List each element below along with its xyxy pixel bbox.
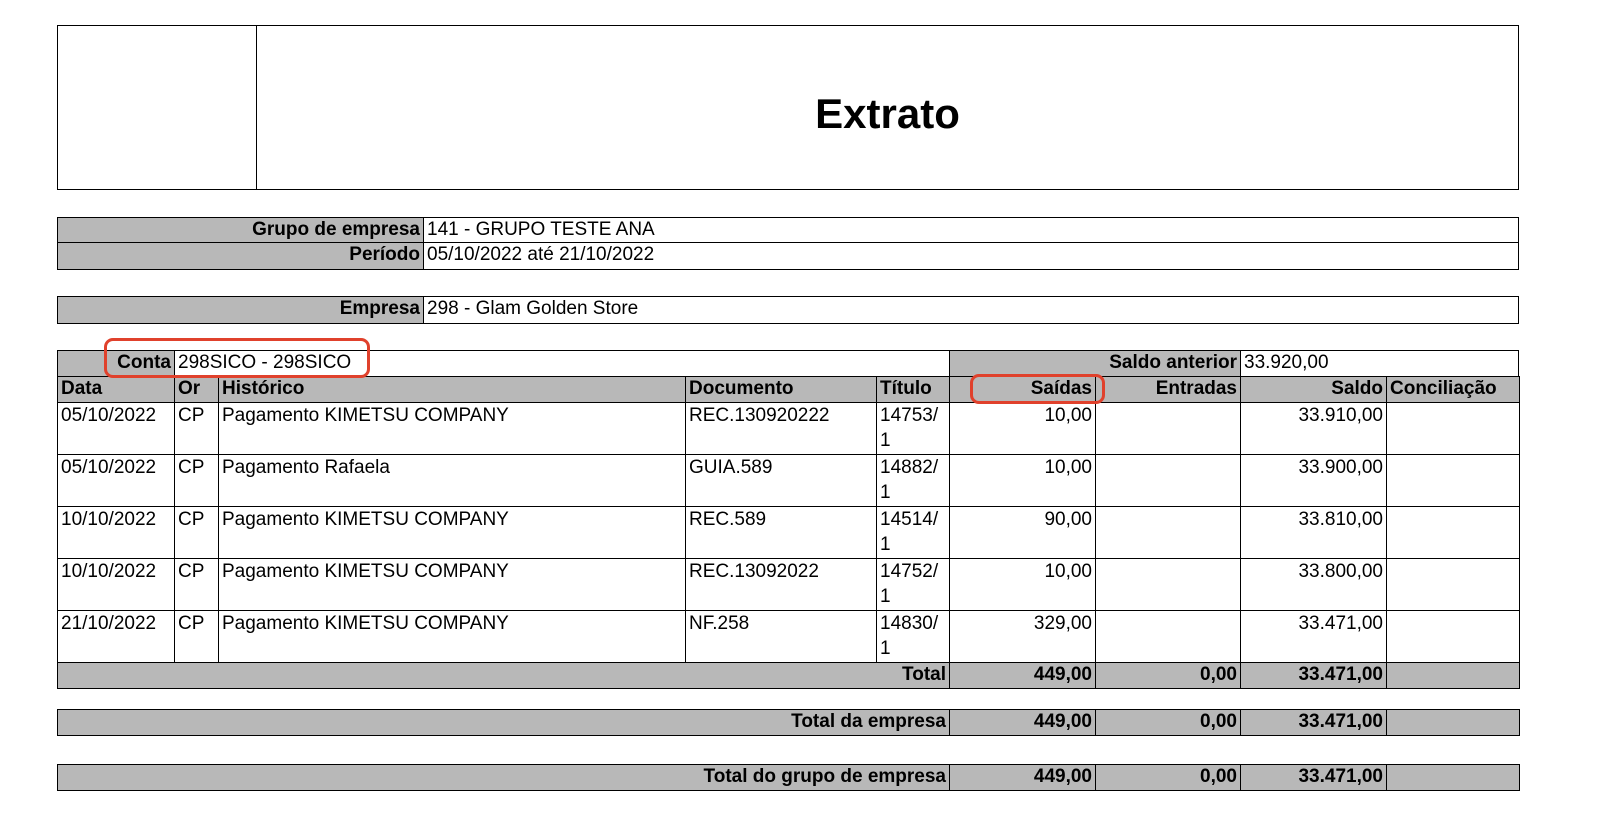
cell-conciliacao [1387, 611, 1520, 663]
grupo-total-saidas: 449,00 [950, 765, 1096, 791]
table-row [58, 559, 1520, 611]
cell-conciliacao [1387, 559, 1520, 611]
transactions-table [57, 376, 1520, 689]
logo-area [58, 26, 257, 189]
grupo-total-table [57, 764, 1520, 791]
cell-titulo: 14882/1 [877, 455, 950, 507]
empresa-total-entradas: 0,00 [1096, 710, 1241, 736]
cell-entradas [1096, 611, 1241, 663]
cell-titulo: 14514/1 [877, 507, 950, 559]
table-row [58, 455, 1520, 507]
periodo-label: Período [58, 243, 424, 269]
cell-or: CP [175, 611, 219, 663]
cell-data: 05/10/2022 [58, 455, 175, 507]
cell-entradas [1096, 455, 1241, 507]
empresa-total-conciliacao [1387, 710, 1520, 736]
cell-historico: Pagamento KIMETSU COMPANY [219, 403, 686, 455]
cell-documento: NF.258 [686, 611, 877, 663]
empresa-info [57, 296, 1519, 324]
cell-conciliacao [1387, 507, 1520, 559]
cell-saidas: 329,00 [950, 611, 1096, 663]
grupo-total-row [58, 765, 1520, 791]
grupo-value: 141 - GRUPO TESTE ANA [424, 218, 1518, 243]
table-row [58, 403, 1520, 455]
account-row [57, 350, 1519, 377]
cell-historico: Pagamento KIMETSU COMPANY [219, 559, 686, 611]
total-label: Total [58, 663, 950, 689]
cell-entradas [1096, 559, 1241, 611]
cell-documento: REC.13092022 [686, 559, 877, 611]
cell-titulo: 14753/1 [877, 403, 950, 455]
cell-documento: REC.130920222 [686, 403, 877, 455]
cell-saidas: 90,00 [950, 507, 1096, 559]
conta-label: Conta [58, 351, 175, 377]
col-historico: Histórico [219, 377, 686, 403]
empresa-total-label: Total da empresa [58, 710, 950, 736]
total-conciliacao [1387, 663, 1520, 689]
cell-data: 05/10/2022 [58, 403, 175, 455]
cell-saldo: 33.810,00 [1241, 507, 1387, 559]
col-saldo: Saldo [1241, 377, 1387, 403]
periodo-value: 05/10/2022 até 21/10/2022 [427, 244, 655, 265]
cell-historico: Pagamento KIMETSU COMPANY [219, 611, 686, 663]
cell-saldo: 33.800,00 [1241, 559, 1387, 611]
total-row [58, 663, 1520, 689]
page-title: Extrato [815, 90, 960, 137]
cell-titulo: 14752/1 [877, 559, 950, 611]
saldo-anterior-value: 33.920,00 [1244, 352, 1329, 373]
cell-data: 10/10/2022 [58, 559, 175, 611]
cell-saldo: 33.910,00 [1241, 403, 1387, 455]
cell-saldo: 33.471,00 [1241, 611, 1387, 663]
cell-historico: Pagamento Rafaela [219, 455, 686, 507]
grupo-label: Grupo de empresa [58, 218, 424, 243]
total-saldo: 33.471,00 [1241, 663, 1387, 689]
col-conciliacao: Conciliação [1387, 377, 1520, 403]
report-header [57, 25, 1519, 190]
grupo-total-conciliacao [1387, 765, 1520, 791]
table-row [58, 611, 1520, 663]
empresa-label: Empresa [58, 297, 424, 323]
table-header [58, 377, 1520, 403]
cell-titulo: 14830/1 [877, 611, 950, 663]
total-saidas: 449,00 [950, 663, 1096, 689]
cell-or: CP [175, 507, 219, 559]
grupo-total-label: Total do grupo de empresa [58, 765, 950, 791]
empresa-total-table [57, 709, 1520, 736]
cell-entradas [1096, 403, 1241, 455]
cell-conciliacao [1387, 403, 1520, 455]
table-row [58, 507, 1520, 559]
cell-saidas: 10,00 [950, 455, 1096, 507]
cell-documento: GUIA.589 [686, 455, 877, 507]
col-or: Or [175, 377, 219, 403]
total-entradas: 0,00 [1096, 663, 1241, 689]
col-entradas: Entradas [1096, 377, 1241, 403]
cell-conciliacao [1387, 455, 1520, 507]
empresa-total-saidas: 449,00 [950, 710, 1096, 736]
cell-entradas [1096, 507, 1241, 559]
conta-value: 298SICO - 298SICO [175, 351, 950, 377]
col-data: Data [58, 377, 175, 403]
grupo-total-saldo: 33.471,00 [1241, 765, 1387, 791]
empresa-total-saldo: 33.471,00 [1241, 710, 1387, 736]
group-info [57, 217, 1519, 270]
empresa-value: 298 - Glam Golden Store [427, 298, 639, 319]
saldo-anterior-label: Saldo anterior [950, 351, 1241, 377]
cell-data: 10/10/2022 [58, 507, 175, 559]
cell-or: CP [175, 559, 219, 611]
col-titulo: Título [877, 377, 950, 403]
cell-or: CP [175, 455, 219, 507]
cell-saidas: 10,00 [950, 559, 1096, 611]
cell-documento: REC.589 [686, 507, 877, 559]
cell-saidas: 10,00 [950, 403, 1096, 455]
grupo-total-entradas: 0,00 [1096, 765, 1241, 791]
cell-or: CP [175, 403, 219, 455]
empresa-total-row [58, 710, 1520, 736]
col-saidas: Saídas [950, 377, 1096, 403]
cell-historico: Pagamento KIMETSU COMPANY [219, 507, 686, 559]
cell-saldo: 33.900,00 [1241, 455, 1387, 507]
cell-data: 21/10/2022 [58, 611, 175, 663]
col-documento: Documento [686, 377, 877, 403]
